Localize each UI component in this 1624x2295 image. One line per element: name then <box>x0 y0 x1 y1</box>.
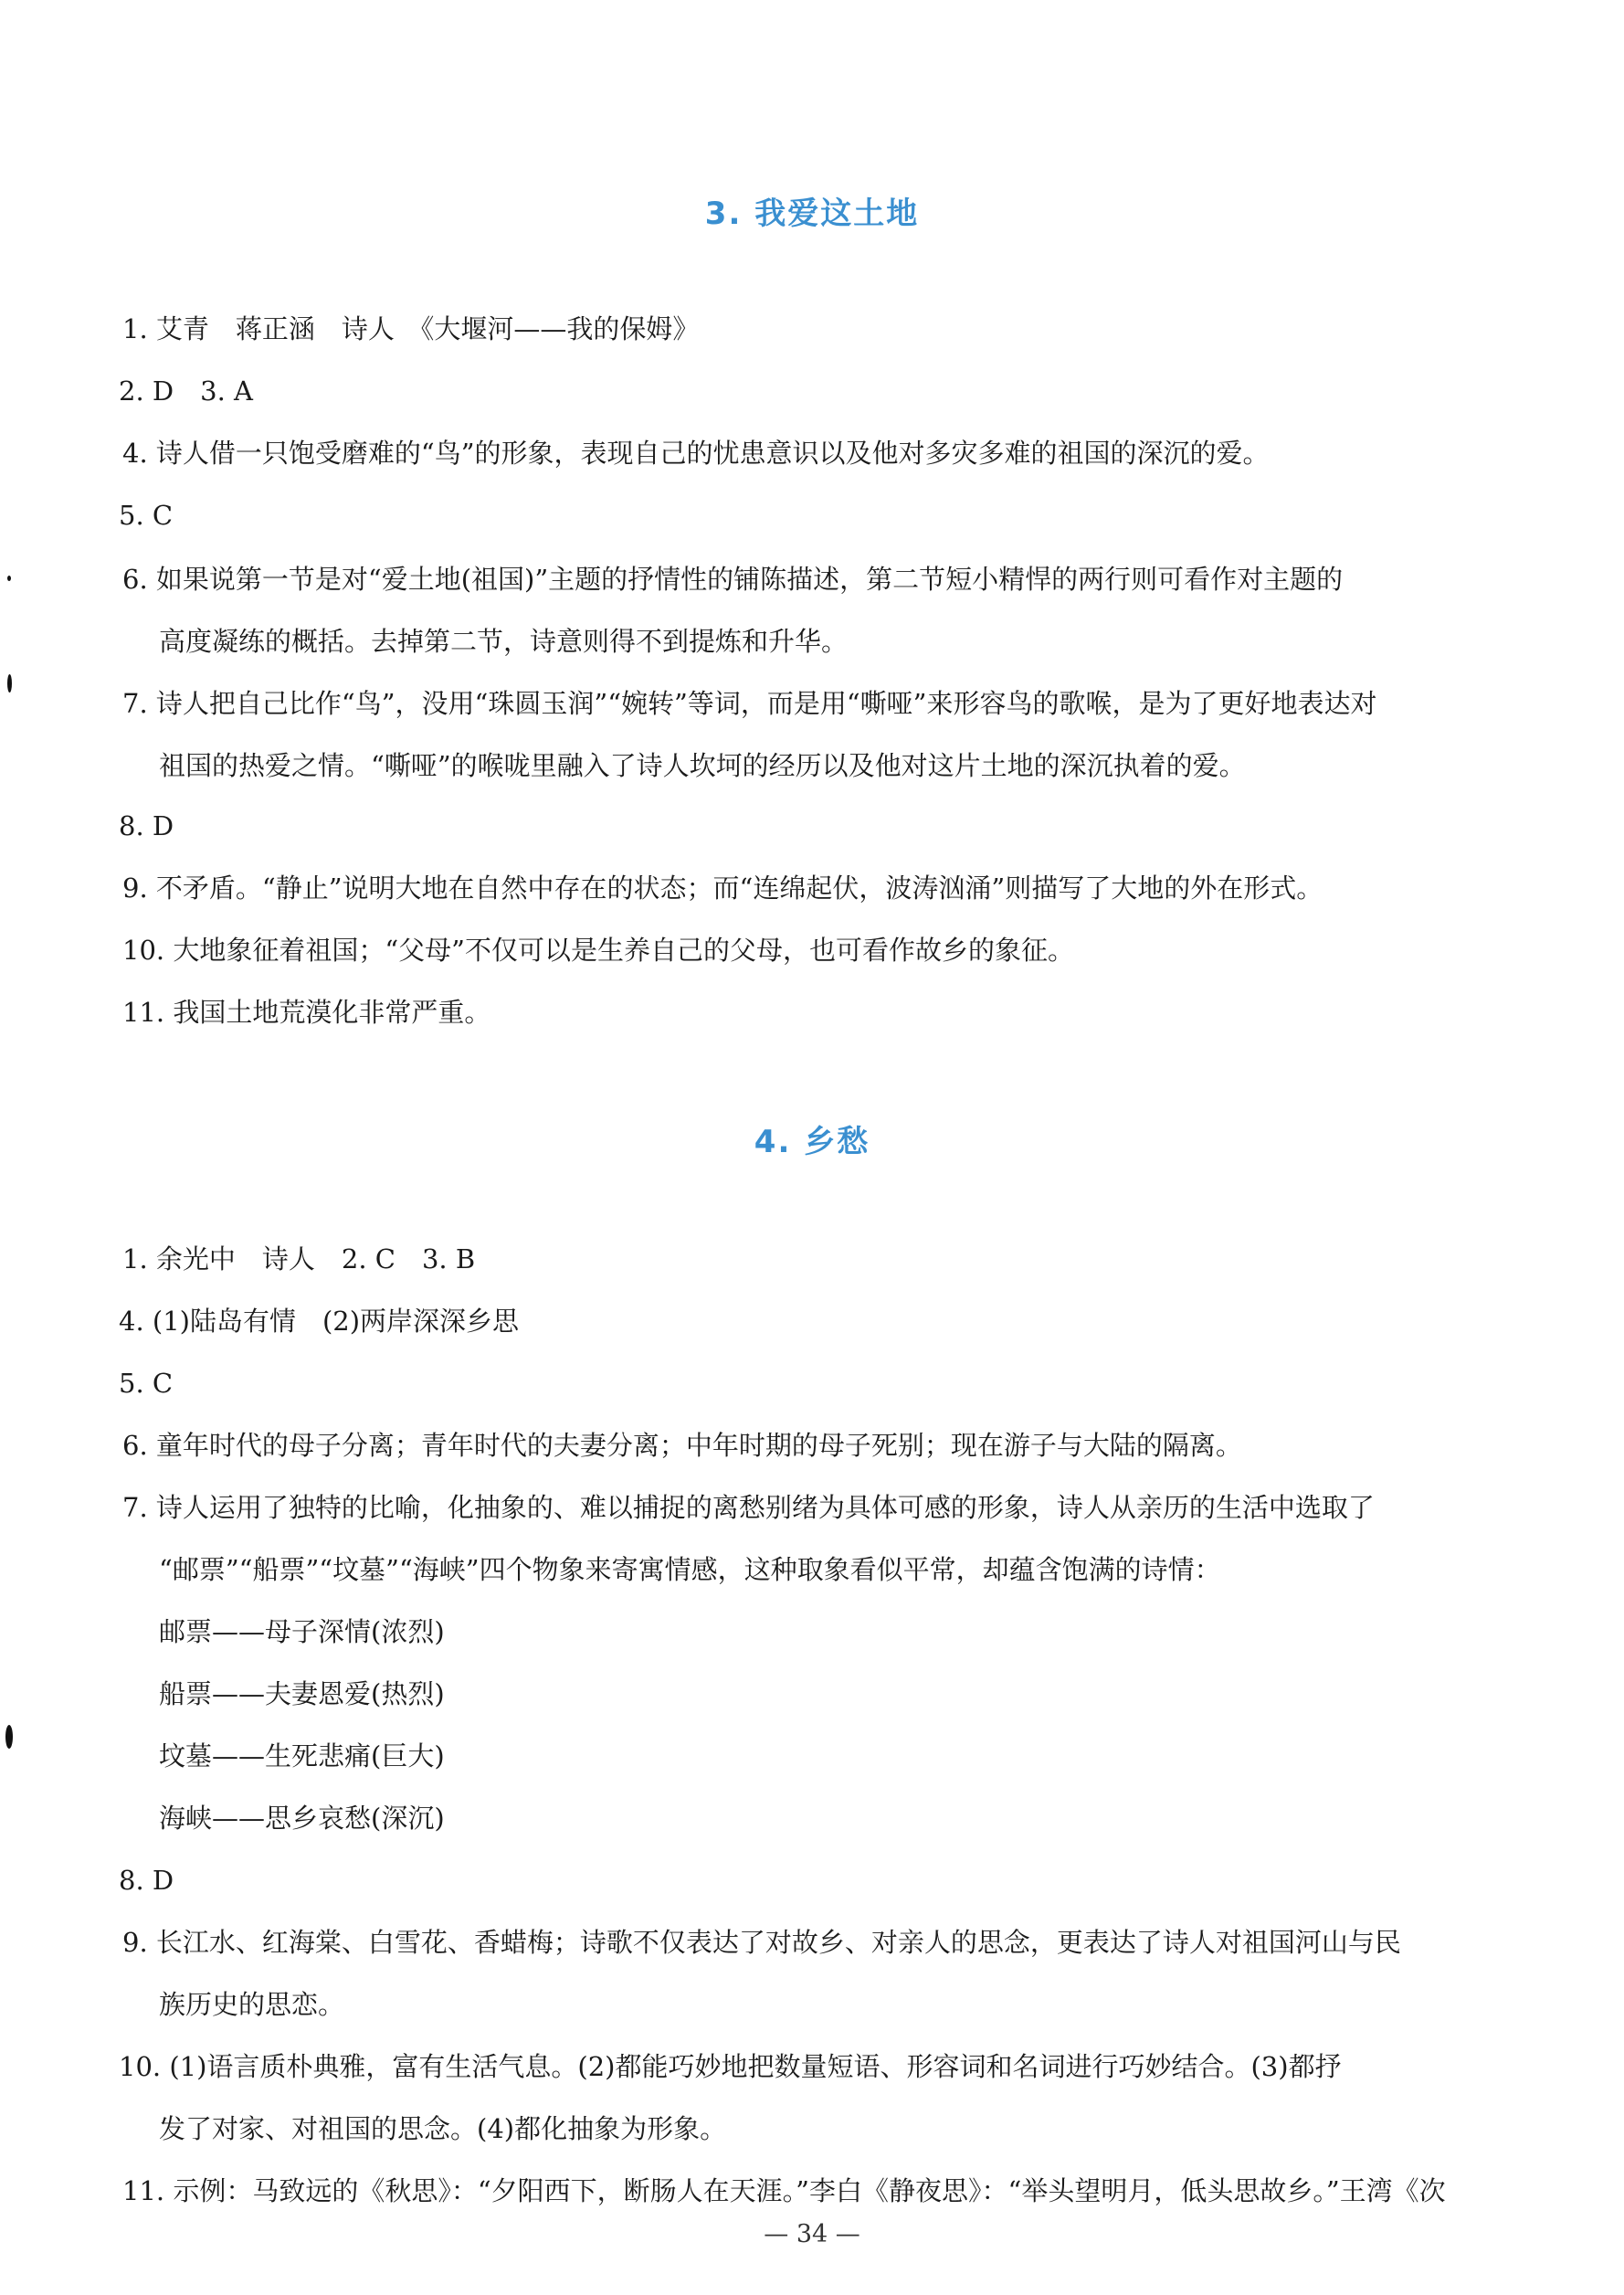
answer-line: 7. 诗人把自己比作“鸟”，没用“珠圆玉润”“婉转”等词，而是用“嘶哑”来形容鸟的歌喉，是为了更好地表达对 <box>122 688 1377 719</box>
section-title-3: 3. 我爱这土地 <box>704 196 920 232</box>
answer-line-continued: 族历史的思恋。 <box>159 1989 345 2020</box>
scan-speck <box>7 674 12 693</box>
answer-line: 6. 童年时代的母子分离；青年时代的夫妻分离；中年时期的母子死别；现在游子与大陆的隔离。 <box>122 1430 1242 1461</box>
symbol-line: 海峡——思乡哀愁(深沉) <box>159 1803 445 1834</box>
answer-line: 1. 余光中 诗人 2. C 3. B <box>122 1243 476 1274</box>
answer-line: 8. D <box>119 1865 174 1896</box>
symbol-line: 船票——夫妻恩爱(热烈) <box>159 1678 445 1709</box>
answer-line: 11. 我国土地荒漠化非常严重。 <box>122 997 491 1028</box>
answer-line-continued: 祖国的热爱之情。“嘶哑”的喉咙里融入了诗人坎坷的经历以及他对这片土地的深沉执着的爱。 <box>159 750 1246 781</box>
answer-line: 10. 大地象征着祖国；“父母”不仅可以是生养自己的父母，也可看作故乡的象征。 <box>122 935 1074 966</box>
answer-line: 9. 不矛盾。“静止”说明大地在自然中存在的状态；而“连绵起伏，波涛汹涌”则描写了大地的外在形式。 <box>122 873 1323 904</box>
answer-line: 5. C <box>119 1368 174 1399</box>
answer-line: 6. 如果说第一节是对“爱土地(祖国)”主题的抒情性的铺陈描述，第二节短小精悍的两行则可看作对主题的 <box>122 564 1344 595</box>
scan-speck <box>5 1725 13 1749</box>
answer-line-continued: 高度凝练的概括。去掉第二节，诗意则得不到提炼和升华。 <box>159 626 849 657</box>
answer-line: 4. 诗人借一只饱受磨难的“鸟”的形象，表现自己的忧患意识以及他对多灾多难的祖国的深沉的爱。 <box>122 438 1270 469</box>
answer-line: 1. 艾青 蒋正涵 诗人 《大堰河——我的保姆》 <box>122 313 700 344</box>
page-number: — 34 — <box>764 2220 860 2248</box>
answer-line: 4. (1)陆岛有情 (2)两岸深深乡思 <box>119 1306 520 1337</box>
answer-line: 5. C <box>119 500 174 531</box>
answer-line-continued: 发了对家、对祖国的思念。(4)都化抽象为形象。 <box>159 2113 727 2144</box>
answer-line: 8. D <box>119 810 174 841</box>
answer-line: 7. 诗人运用了独特的比喻，化抽象的、难以捕捉的离愁别绪为具体可感的形象，诗人从亲历的生活中选取了 <box>122 1492 1375 1523</box>
answer-line: 2. D 3. A <box>119 375 253 407</box>
symbol-line: 坟墓——生死悲痛(巨大) <box>159 1740 445 1771</box>
section-title-4: 4. 乡愁 <box>754 1124 870 1160</box>
answer-line: 10. (1)语言质朴典雅，富有生活气息。(2)都能巧妙地把数量短语、形容词和名词进行巧妙结合。(3)都抒 <box>119 2051 1342 2082</box>
answer-line-continued: “邮票”“船票”“坟墓”“海峡”四个物象来寄寓情感，这种取象看似平常，却蕴含饱满的诗情： <box>159 1554 1221 1585</box>
scan-speck <box>7 576 11 581</box>
answer-line: 9. 长江水、红海棠、白雪花、香蜡梅；诗歌不仅表达了对故乡、对亲人的思念，更表达了诗人对祖国河山与民 <box>122 1927 1401 1958</box>
answer-line: 11. 示例：马致远的《秋思》：“夕阳西下，断肠人在天涯。”李白《静夜思》：“举头望明月，低头思故乡。”王湾《次 <box>122 2175 1446 2206</box>
symbol-line: 邮票——母子深情(浓烈) <box>159 1616 445 1647</box>
